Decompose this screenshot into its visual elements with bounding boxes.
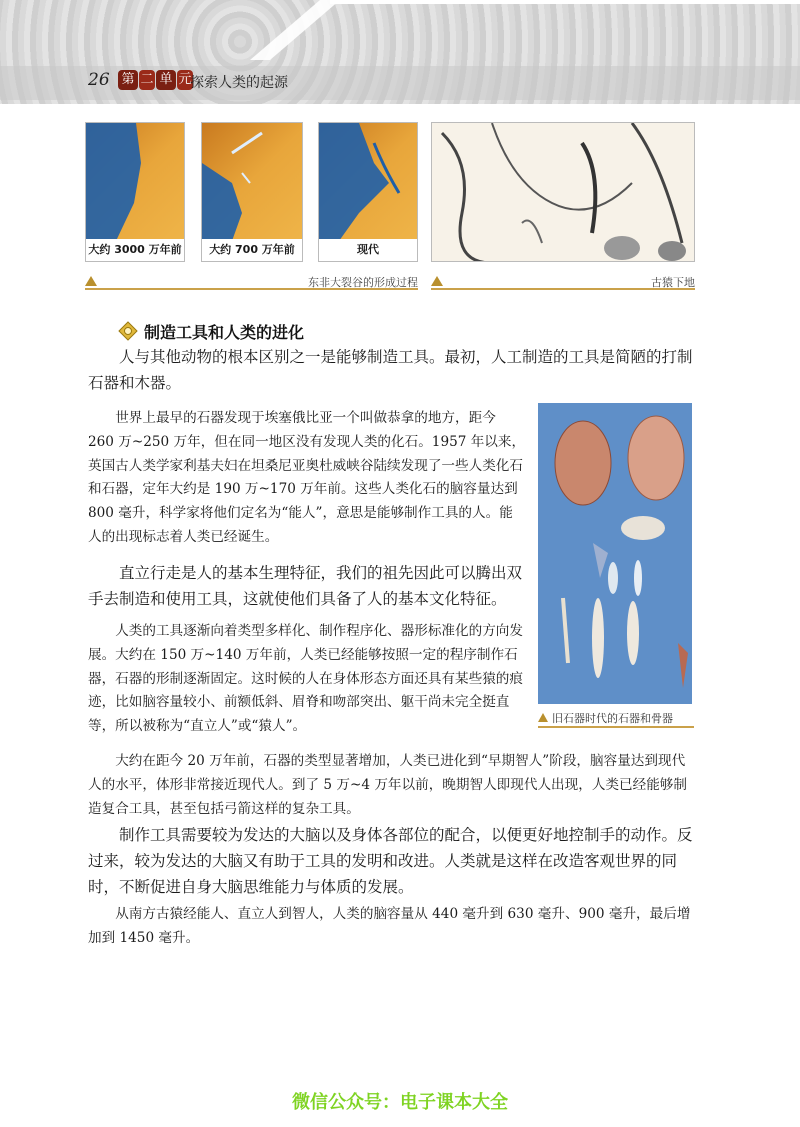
section-title: 制造工具和人类的进化 bbox=[144, 322, 305, 342]
rift-map-3 bbox=[318, 122, 418, 262]
paragraph: 世界上最早的石器发现于埃塞俄比亚一个叫做恭拿的地方，距今 260 万~250 万年，但在同一地区没有发现人类的化石。1957 年以来，英国古人类学家利基夫妇在坦桑尼亚奥杜威峡谷陆续发现了一些人类化石和石器，定年大约是 190 万~170 万年前。这些人类化石的脑容量达到 800 毫升，科学家将他们定名为“能人”，意思是能够制作工具的人。能人的出现标志着人类已经诞生。 bbox=[88, 410, 526, 545]
unit-char: 元 bbox=[177, 70, 193, 90]
triangle-icon bbox=[431, 276, 443, 286]
paragraph: 直立行走是人的基本生理特征，我们的祖先因此可以腾出双手去制造和使用工具，这就使他们具备了人的基本文化特征。 bbox=[88, 564, 523, 608]
coastline-shape bbox=[86, 123, 185, 241]
triangle-icon bbox=[538, 713, 548, 722]
maps-caption bbox=[85, 274, 418, 290]
ornament-icon bbox=[118, 321, 138, 341]
caption-text: 旧石器时代的石器和骨器 bbox=[552, 712, 673, 725]
page-number: 26 bbox=[88, 70, 110, 90]
map-label: 大约 700 万年前 bbox=[202, 239, 302, 261]
ape-descends-illustration bbox=[431, 122, 695, 262]
caption-text: 古猿下地 bbox=[651, 276, 695, 289]
section-heading bbox=[118, 320, 304, 342]
map-label: 大约 3000 万年前 bbox=[86, 239, 184, 261]
paragraph: 大约在距今 20 万年前，石器的类型显著增加，人类已进化到“早期智人”阶段，脑容量达到现代人的水平，体形非常接近现代人。到了 5 万~4 万年以前，晚期智人即现代人出现，人类已经能够制造复合工具，甚至包括弓箭这样的复杂工具。 bbox=[88, 753, 687, 817]
unit-char: 二 bbox=[139, 70, 155, 90]
stone-tools-drawing bbox=[538, 403, 692, 704]
paragraph: 从南方古猿经能人、直立人到智人，人类的脑容量从 440 毫升到 630 毫升、900 毫升，最后增加到 1450 毫升。 bbox=[88, 906, 691, 946]
caption-text: 东非大裂谷的形成过程 bbox=[308, 276, 418, 289]
coastline-shape bbox=[319, 123, 418, 241]
photo-caption bbox=[538, 710, 694, 728]
triangle-icon bbox=[85, 276, 97, 286]
paragraph: 制作工具需要较为发达的大脑以及身体各部位的配合，以便更好地控制手的动作。反过来，较为发达的大脑又有助于工具的发明和改进。人类就是这样在改造客观世界的同时，不断促进自身大脑思维能力与体质的发展。 bbox=[88, 826, 693, 896]
rift-map-1 bbox=[85, 122, 185, 262]
sketch-drawing bbox=[432, 123, 695, 262]
sketch-caption bbox=[431, 274, 695, 290]
unit-badge bbox=[118, 69, 194, 91]
rift-map-2 bbox=[201, 122, 303, 262]
unit-char: 单 bbox=[156, 70, 176, 90]
unit-title: 探索人类的起源 bbox=[190, 75, 288, 91]
coastline-shape bbox=[202, 123, 303, 241]
paragraph: 人与其他动物的根本区别之一是能够制造工具。最初，人工制造的工具是简陋的打制石器和木器。 bbox=[88, 348, 693, 392]
map-label: 现代 bbox=[319, 239, 417, 261]
stone-tools-photo bbox=[538, 403, 692, 704]
watermark-text: 微信公众号：电子课本大全 bbox=[292, 1092, 508, 1113]
unit-char: 第 bbox=[118, 70, 138, 90]
paragraph: 人类的工具逐渐向着类型多样化、制作程序化、器形标准化的方向发展。大约在 150 万~140 万年前，人类已经能够按照一定的程序制作石器，石器的形制逐渐固定。这时候的人在身体形态方面还具有某些猿的痕迹，比如脑容量较小、前额低斜、眉脊和吻部突出、躯干尚未完全挺直等，所以被称为“直立人”或“猿人”。 bbox=[88, 623, 523, 735]
